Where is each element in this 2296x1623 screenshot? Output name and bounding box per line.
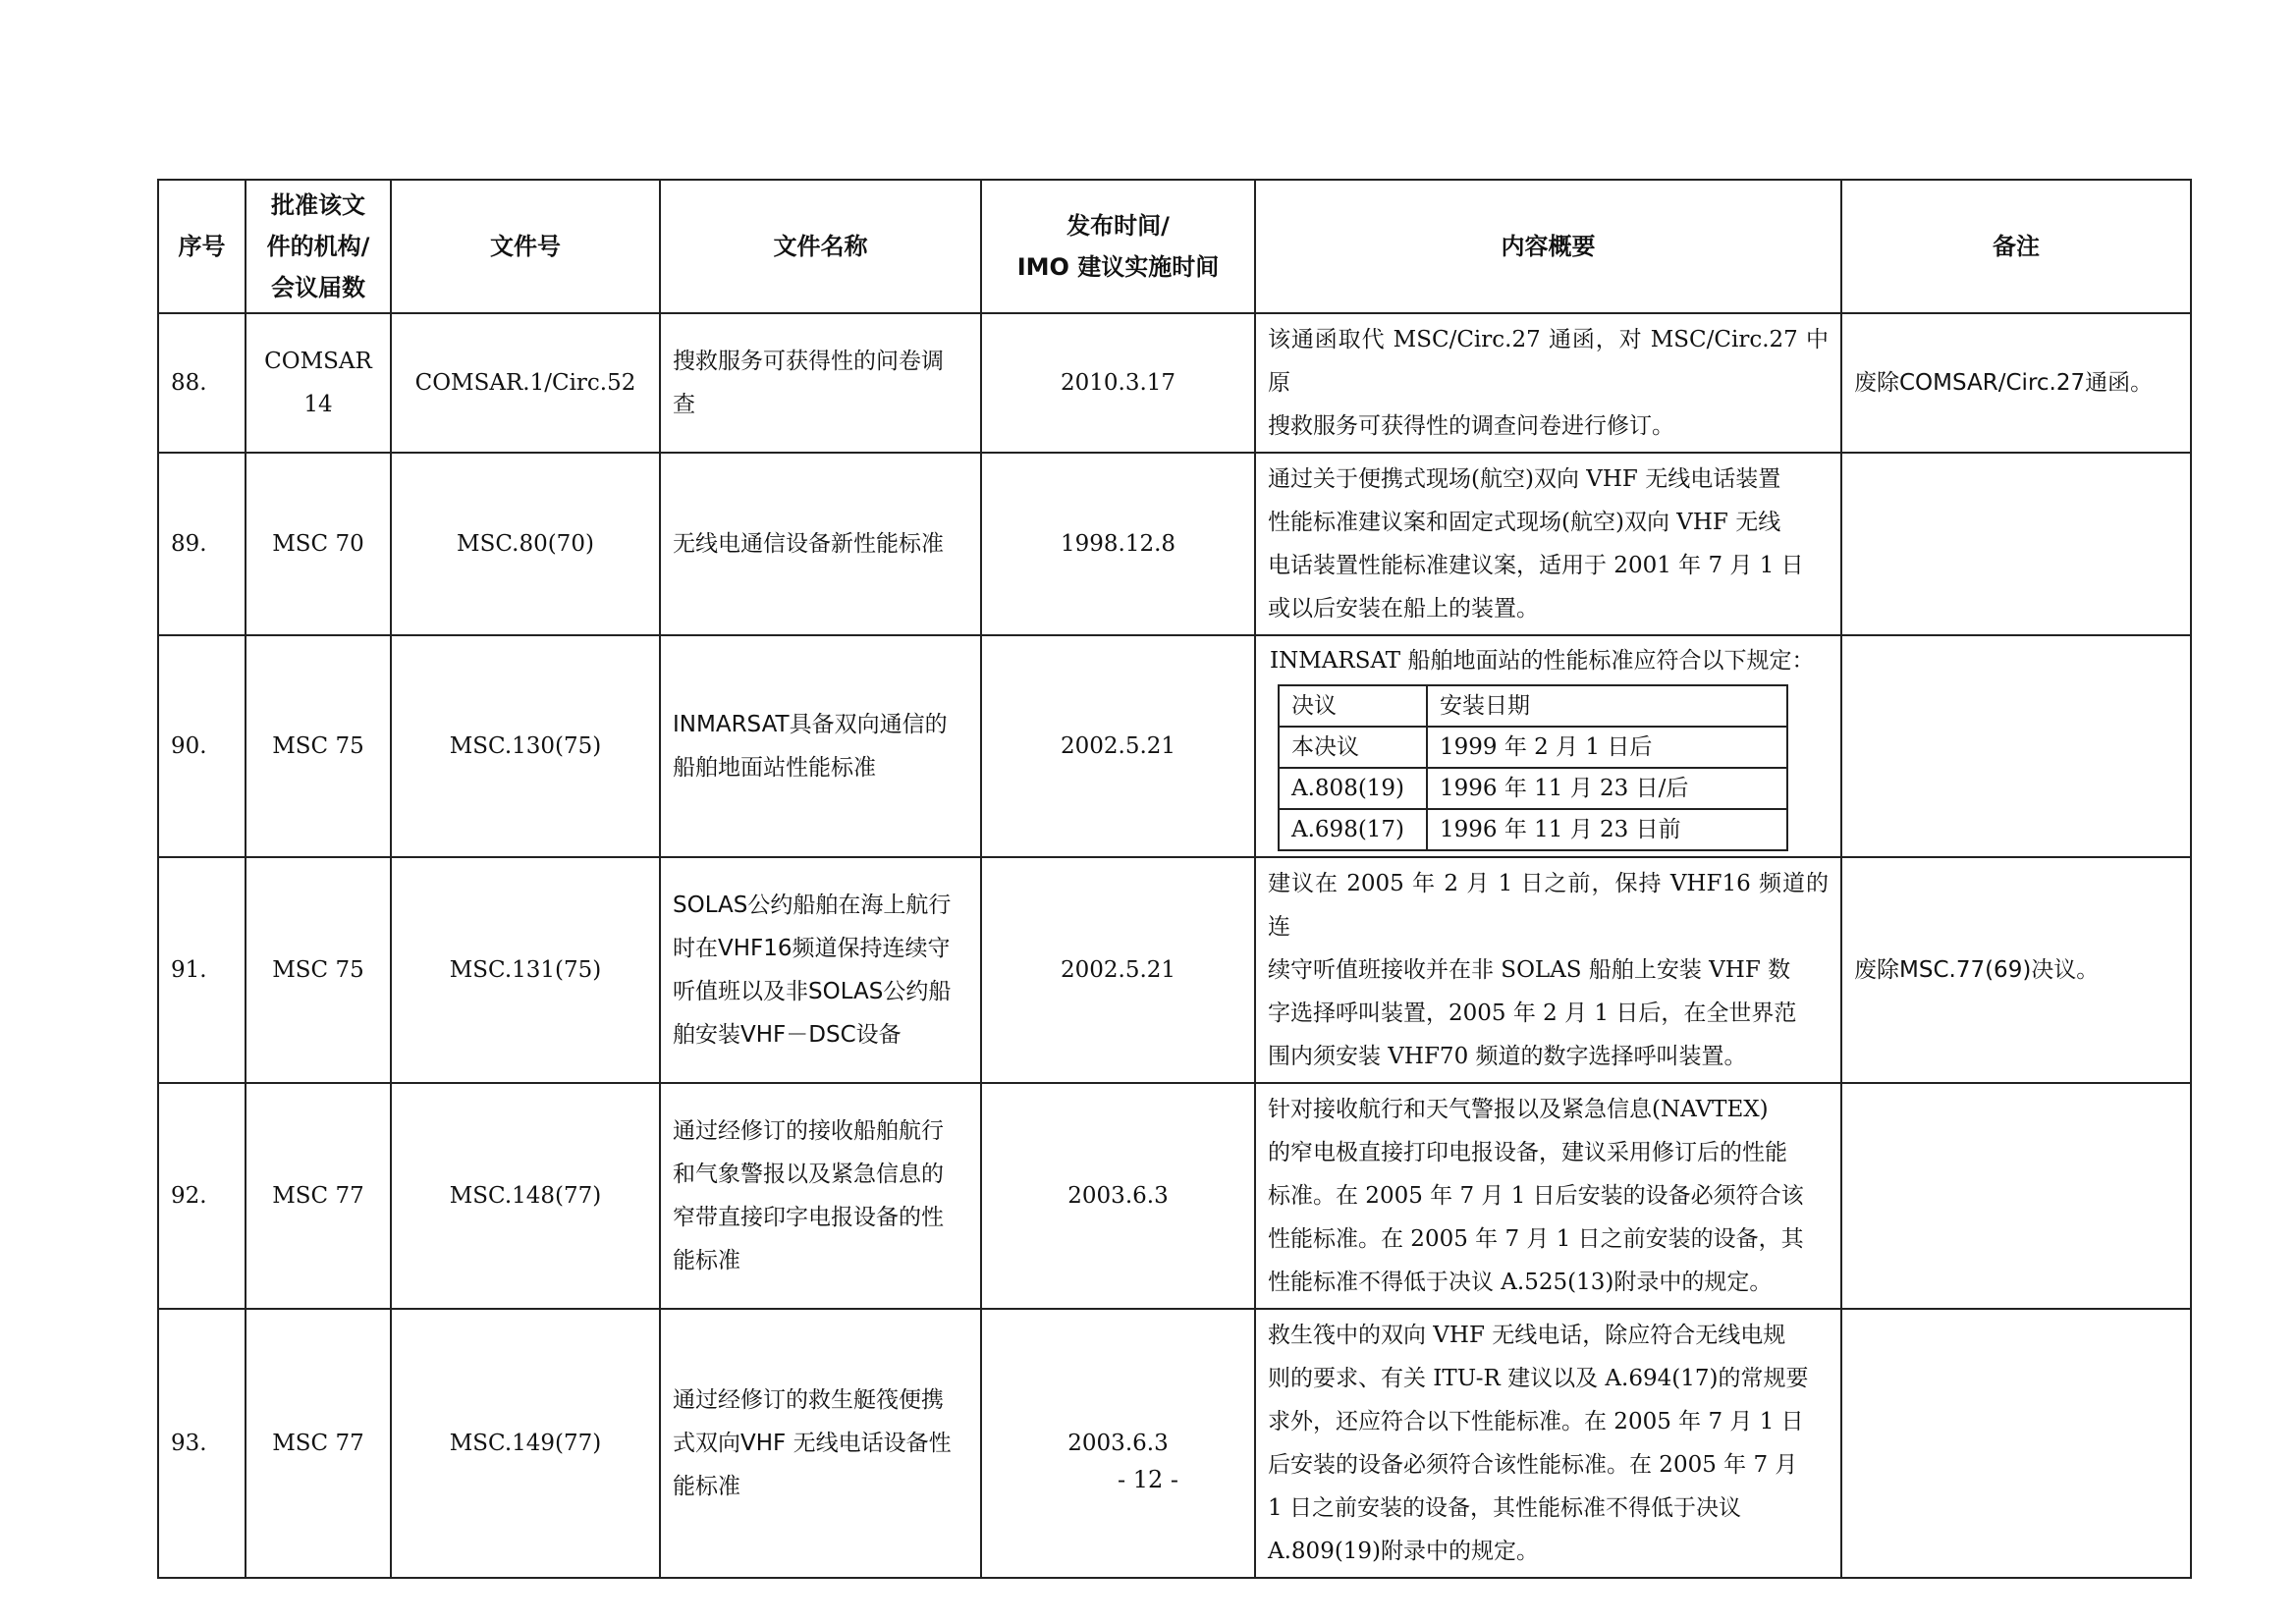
summary-intro: INMARSAT 船舶地面站的性能标准应符合以下规定： [1270, 648, 1815, 674]
row-seq: 89. [158, 453, 246, 635]
inner-table-row: 决议 安装日期 [1279, 685, 1787, 727]
table-row [158, 1309, 2191, 1578]
row-seq: 91. [158, 857, 246, 1083]
row-doc-name: SOLAS公约船舶在海上航行 时在VHF16频道保持连续守 听值班以及非SOLAS公约船 舶安装VHF－DSC设备 [660, 857, 981, 1083]
row-doc-name: 搜救服务可获得性的问卷调 查 [660, 313, 981, 453]
row-seq: 90. [158, 635, 246, 857]
header-seq: 序号 [158, 180, 246, 313]
row-note [1841, 635, 2191, 857]
row-org: MSC 75 [246, 857, 391, 1083]
row-org: MSC 77 [246, 1083, 391, 1309]
row-org: MSC 70 [246, 453, 391, 635]
row-note [1841, 453, 2191, 635]
row-date: 2003.6.3 [981, 1309, 1255, 1578]
row-summary: 救生筏中的双向 VHF 无线电话，除应符合无线电规 则的要求、有关 ITU-R 建议以及 A.694(17)的常规要 求外，还应符合以下性能标准。在 2005 年 7 月 1 日 后安装的设备必须符合该性能标准。在 2005 年 7 月 1 日之前安装的设备，其性能标准不得低于决议 A.809(19)附录中的规定。 [1255, 1309, 1841, 1578]
row-doc-name: INMARSAT具备双向通信的 船舶地面站性能标准 [660, 635, 981, 857]
row-doc-no: MSC.149(77) [391, 1309, 660, 1578]
row-doc-no: MSC.148(77) [391, 1083, 660, 1309]
row-org: MSC 77 [246, 1309, 391, 1578]
table-row [158, 635, 2191, 857]
row-summary: 通过关于便携式现场(航空)双向 VHF 无线电话装置 性能标准建议案和固定式现场(航空)双向 VHF 无线 电话装置性能标准建议案，适用于 2001 年 7 月 1 日 或以后安装在船上的装置。 [1255, 453, 1841, 635]
header-summary: 内容概要 [1255, 180, 1841, 313]
inner-table-row: A.808(19) 1996 年 11 月 23 日/后 [1279, 768, 1787, 809]
row-note: 废除COMSAR/Circ.27通函。 [1841, 313, 2191, 453]
row-doc-name: 通过经修订的接收船舶航行 和气象警报以及紧急信息的 窄带直接印字电报设备的性 能标准 [660, 1083, 981, 1309]
row-date: 2002.5.21 [981, 635, 1255, 857]
table-header-row [158, 180, 2191, 313]
row-summary [1255, 635, 1841, 857]
table-row [158, 857, 2191, 1083]
row-summary: 该通函取代 MSC/Circ.27 通函，对 MSC/Circ.27 中原 搜救服务可获得性的调查问卷进行修订。 [1255, 313, 1841, 453]
row-note: 废除MSC.77(69)决议。 [1841, 857, 2191, 1083]
inner-table-row: A.698(17) 1996 年 11 月 23 日前 [1279, 809, 1787, 850]
row-summary: 针对接收航行和天气警报以及紧急信息(NAVTEX) 的窄电极直接打印电报设备，建议采用修订后的性能 标准。在 2005 年 7 月 1 日后安装的设备必须符合该 性能标准。在 2005 年 7 月 1 日之前安装的设备，其 性能标准不得低于决议 A.525(13)附录中的规定。 [1255, 1083, 1841, 1309]
row-note [1841, 1309, 2191, 1578]
row-seq: 88. [158, 313, 246, 453]
install-date-table [1278, 684, 1788, 851]
row-doc-no: COMSAR.1/Circ.52 [391, 313, 660, 453]
inner-table-row: 本决议 1999 年 2 月 1 日后 [1279, 727, 1787, 768]
document-table-container [157, 179, 2190, 1579]
page-number: - 12 - [1117, 1466, 1178, 1493]
header-note: 备注 [1841, 180, 2191, 313]
row-date: 2002.5.21 [981, 857, 1255, 1083]
row-summary: 建议在 2005 年 2 月 1 日之前，保持 VHF16 频道的连 续守听值班接收并在非 SOLAS 船舶上安装 VHF 数 字选择呼叫装置，2005 年 2 月 1 日后，在全世界范 围内须安装 VHF70 频道的数字选择呼叫装置。 [1255, 857, 1841, 1083]
header-date: 发布时间/ IMO 建议实施时间 [981, 180, 1255, 313]
regulations-table [157, 179, 2192, 1579]
row-seq: 92. [158, 1083, 246, 1309]
row-org: MSC 75 [246, 635, 391, 857]
row-doc-no: MSC.80(70) [391, 453, 660, 635]
header-doc-name: 文件名称 [660, 180, 981, 313]
row-date: 2010.3.17 [981, 313, 1255, 453]
row-note [1841, 1083, 2191, 1309]
header-doc-no: 文件号 [391, 180, 660, 313]
row-doc-no: MSC.131(75) [391, 857, 660, 1083]
header-org: 批准该文 件的机构/ 会议届数 [246, 180, 391, 313]
table-row [158, 313, 2191, 453]
row-date: 2003.6.3 [981, 1083, 1255, 1309]
row-org: COMSAR 14 [246, 313, 391, 453]
table-row [158, 1083, 2191, 1309]
row-doc-name: 无线电通信设备新性能标准 [660, 453, 981, 635]
row-date: 1998.12.8 [981, 453, 1255, 635]
row-doc-name: 通过经修订的救生艇筏便携 式双向VHF 无线电话设备性 能标准 [660, 1309, 981, 1578]
table-row [158, 453, 2191, 635]
row-seq: 93. [158, 1309, 246, 1578]
row-doc-no: MSC.130(75) [391, 635, 660, 857]
